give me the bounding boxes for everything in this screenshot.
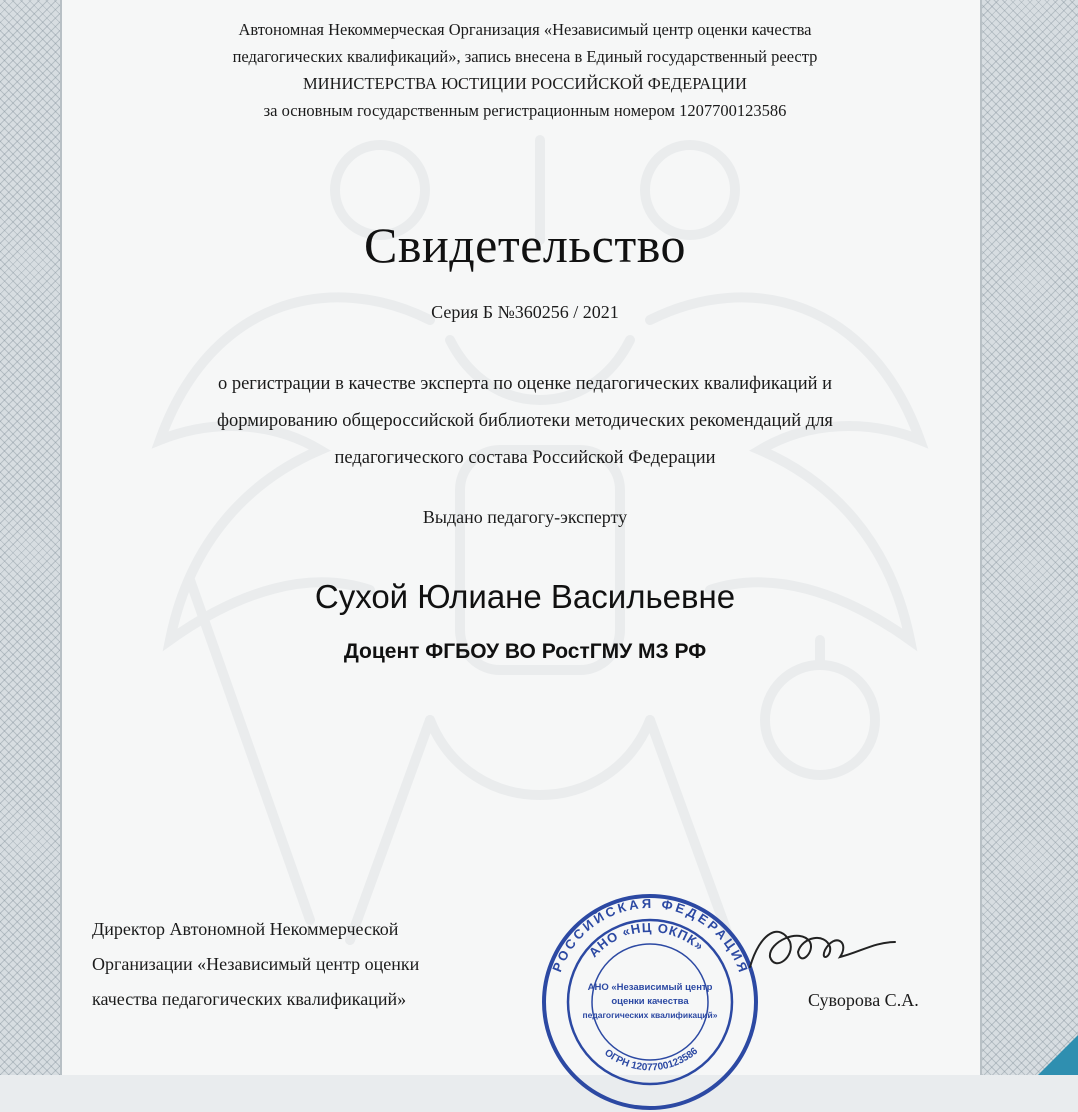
seal-center-text: АНО «Независимый центр [587, 982, 713, 993]
svg-text:РОССИЙСКАЯ ФЕДЕРАЦИЯ [549, 896, 751, 977]
recipient-position: Доцент ФГБОУ ВО РостГМУ МЗ РФ [343, 640, 707, 663]
recipient-name: Сухой Юлиане Васильевне [314, 578, 736, 615]
certificate-description [110, 366, 940, 477]
organization-seal [540, 892, 760, 1112]
signer-title [92, 912, 552, 1017]
header-line: Автономная Некоммерческая Организация «Независимый центр оценки качества [238, 20, 812, 39]
handwritten-signature [740, 912, 900, 987]
header-line: педагогических квалификаций», запись внесена в Единый государственный реестр [232, 47, 818, 66]
seal-top-text: АНО «НЦ ОКПК» [585, 919, 708, 961]
decorative-border-right [982, 0, 1078, 1075]
header-line: МИНИСТЕРСТВА ЮСТИЦИИ РОССИЙСКОЙ ФЕДЕРАЦИИ [303, 74, 747, 93]
border-divider-right [980, 0, 982, 1075]
header-line: за основным государственным регистрационным номером 1207700123586 [263, 101, 787, 120]
certificate-title: Свидетельство [364, 217, 686, 273]
seal-bottom-text: ОГРН 1207700123586 [602, 1045, 701, 1074]
corner-accent [1038, 1035, 1078, 1075]
issuer-header [80, 16, 970, 124]
issued-to-label: Выдано педагогу-эксперту [422, 507, 628, 527]
signer-title-line: Директор Автономной Некоммерческой [92, 919, 399, 939]
signer-title-line: качества педагогических квалификаций» [92, 989, 407, 1009]
description-line: педагогического состава Российской Федерации [334, 448, 716, 468]
description-line: формированию общероссийской библиотеки методических рекомендаций для [217, 411, 833, 431]
seal-center-text: педагогических квалификаций» [582, 1010, 718, 1020]
signee-name: Суворова С.А. [808, 990, 919, 1010]
decorative-border-left [0, 0, 60, 1075]
certificate-series-number: Серия Б №360256 / 2021 [431, 302, 619, 322]
seal-center-text: оценки качества [611, 996, 689, 1007]
svg-text:АНО «НЦ ОКПК» [586, 920, 708, 960]
seal-outer-text: РОССИЙСКАЯ ФЕДЕРАЦИЯ [549, 895, 752, 977]
signer-title-line: Организации «Независимый центр оценки [92, 954, 420, 974]
description-line: о регистрации в качестве эксперта по оценке педагогических квалификаций и [217, 374, 833, 394]
